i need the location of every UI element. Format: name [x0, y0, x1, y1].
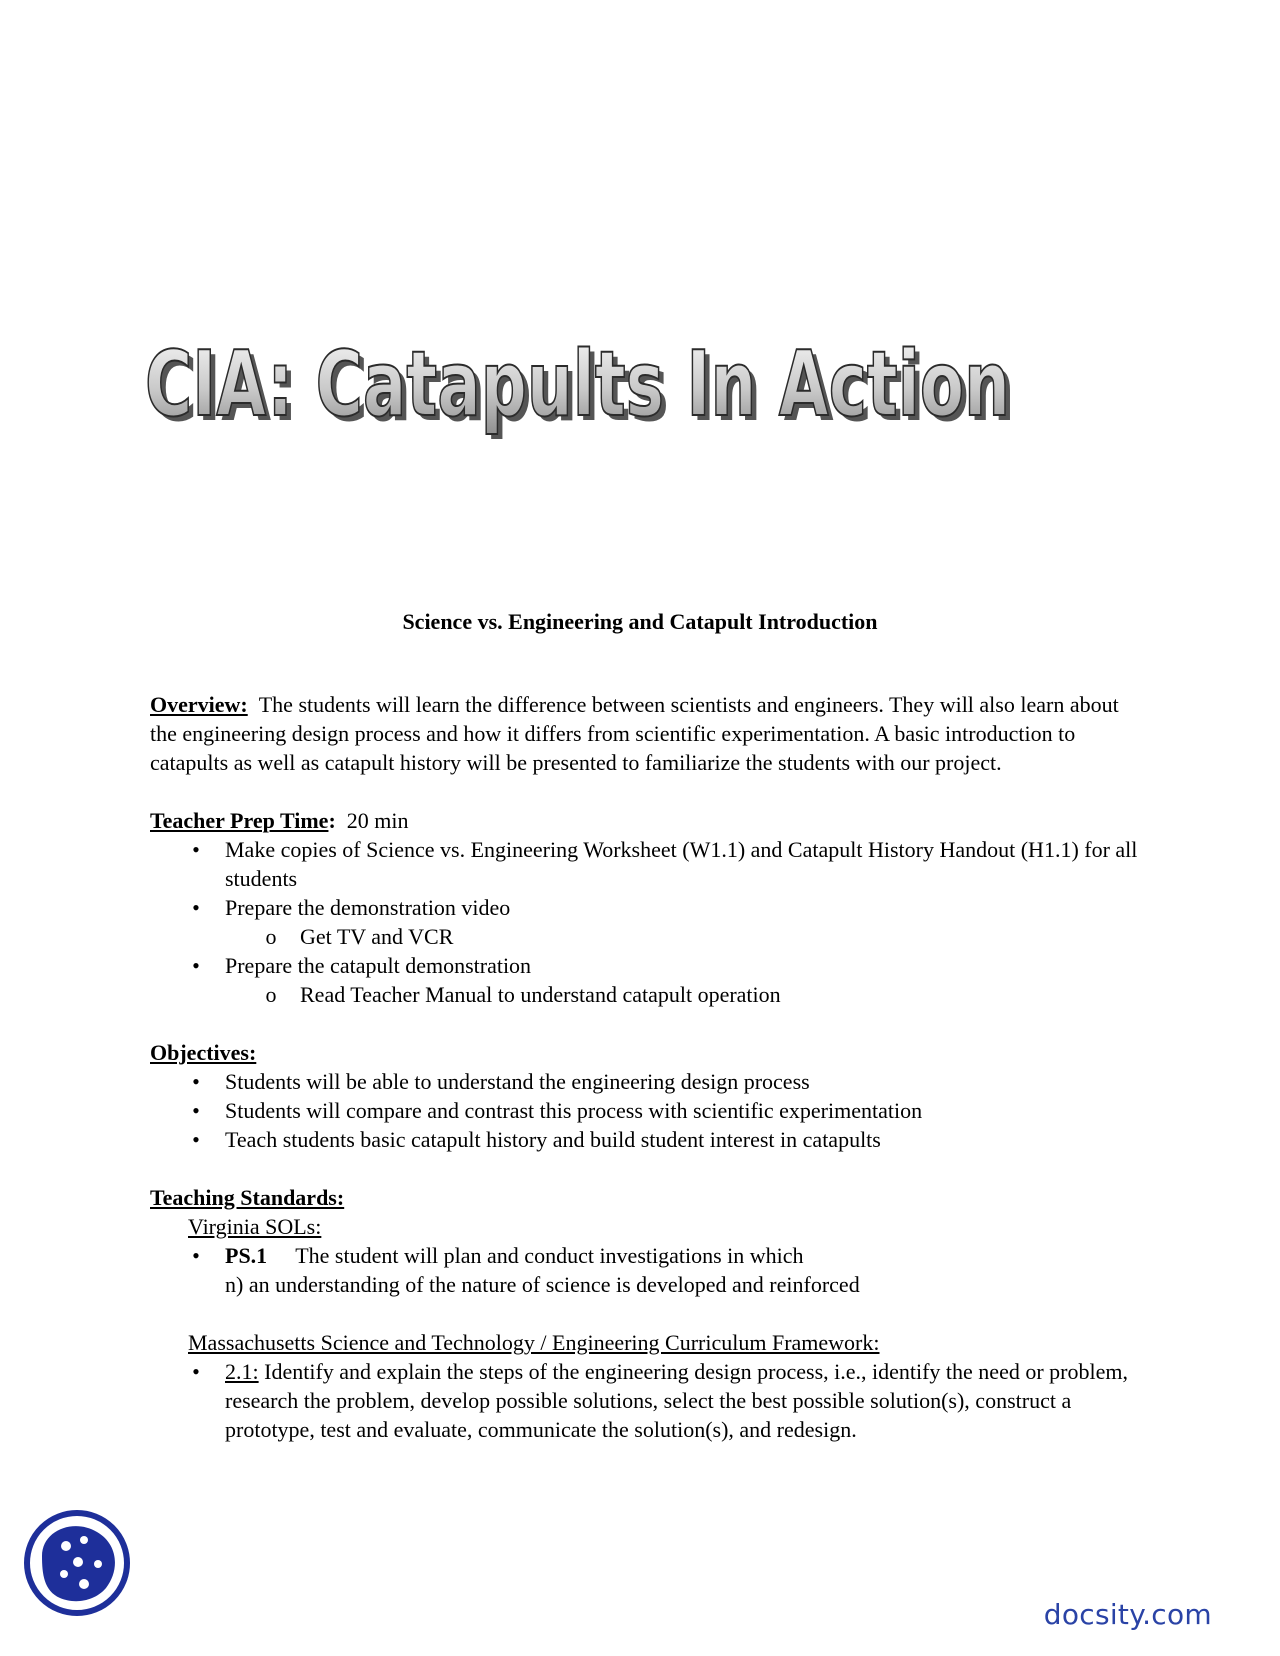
list-item	[150, 951, 1140, 1009]
circle-bullet-icon: o	[265, 982, 277, 1007]
standard-text: Identify and explain the steps of the engineering design process, i.e., identify the need or problem, research the problem, develop possible solutions, select the best possible solution(s), construct a prototype, test and evaluate, communicate the solution(s), and redesign.	[225, 1359, 1128, 1442]
bullet-icon: •	[192, 1127, 200, 1152]
virginia-subheading: Virginia SOLs:	[188, 1214, 322, 1239]
standards-heading: Teaching Standards:	[150, 1185, 345, 1210]
bullet-icon: •	[192, 837, 200, 862]
standard-code: PS.1	[225, 1243, 268, 1268]
standard-text: The student will plan and conduct investigations in which	[295, 1243, 804, 1268]
objectives-list	[150, 1067, 1140, 1154]
standard-text-continued: n) an understanding of the nature of science is developed and reinforced	[225, 1272, 860, 1297]
sub-list	[225, 922, 1140, 951]
list-item	[150, 1125, 1140, 1154]
list-item	[150, 835, 1140, 893]
prep-list	[150, 835, 1140, 1009]
sub-list	[225, 980, 1140, 1009]
watermark: docsity.com	[1043, 1598, 1212, 1631]
list-item-text: Prepare the demonstration video	[225, 895, 511, 920]
overview-paragraph	[150, 690, 1140, 777]
title-art-text: CIA: Catapults In Action	[145, 338, 1010, 437]
list-item-text: Teach students basic catapult history and build student interest in catapults	[225, 1127, 881, 1152]
prep-time-value: 20 min	[346, 808, 409, 833]
standards-heading-line	[150, 1183, 1140, 1212]
bullet-icon: •	[192, 1069, 200, 1094]
section-title: Science vs. Engineering and Catapult Introduction	[402, 609, 878, 634]
title-art-shadow: CIA: Catapults In Action	[150, 338, 1015, 442]
massachusetts-list	[150, 1357, 1140, 1444]
list-item	[150, 1067, 1140, 1096]
bullet-icon: •	[192, 1243, 200, 1268]
list-item-text: Students will be able to understand the engineering design process	[225, 1069, 810, 1094]
overview-heading: Overview:	[150, 692, 248, 717]
list-item	[150, 1096, 1140, 1125]
list-item	[150, 893, 1140, 951]
overview-text: The students will learn the difference between scientists and engineers. They will also learn about the engineering design process and how it differs from scientific experimentation. A basic introduction to catapults as well as catapult history will be presented to familiarize the students with our project.	[150, 692, 1119, 775]
list-item	[150, 1357, 1140, 1444]
massachusetts-subheading: Massachusetts Science and Technology / Engineering Curriculum Framework:	[188, 1330, 880, 1355]
objectives-heading: Objectives:	[150, 1040, 257, 1065]
bullet-icon: •	[192, 953, 200, 978]
virginia-list	[150, 1241, 1140, 1299]
bullet-icon: •	[192, 895, 200, 920]
document-title	[145, 338, 1075, 478]
document-body	[150, 690, 1140, 1444]
list-item	[150, 1241, 1140, 1299]
sub-list-item	[225, 922, 1140, 951]
prep-heading-line	[150, 806, 1140, 835]
sub-list-item-text: Read Teacher Manual to understand catapult operation	[300, 982, 781, 1007]
objectives-heading-line	[150, 1038, 1140, 1067]
sub-list-item	[225, 980, 1140, 1009]
docsity-logo-icon	[22, 1508, 132, 1618]
bullet-icon: •	[192, 1359, 200, 1384]
list-item-text: Students will compare and contrast this process with scientific experimentation	[225, 1098, 923, 1123]
sub-list-item-text: Get TV and VCR	[300, 924, 454, 949]
prep-heading: Teacher Prep Time	[150, 808, 329, 833]
bullet-icon: •	[192, 1098, 200, 1123]
list-item-text: Make copies of Science vs. Engineering Worksheet (W1.1) and Catapult History Handout (H1.1) for all students	[225, 837, 1138, 891]
list-item-text: Prepare the catapult demonstration	[225, 953, 532, 978]
prep-colon: :	[328, 808, 336, 833]
standard-code: 2.1:	[225, 1359, 259, 1384]
circle-bullet-icon: o	[265, 924, 277, 949]
